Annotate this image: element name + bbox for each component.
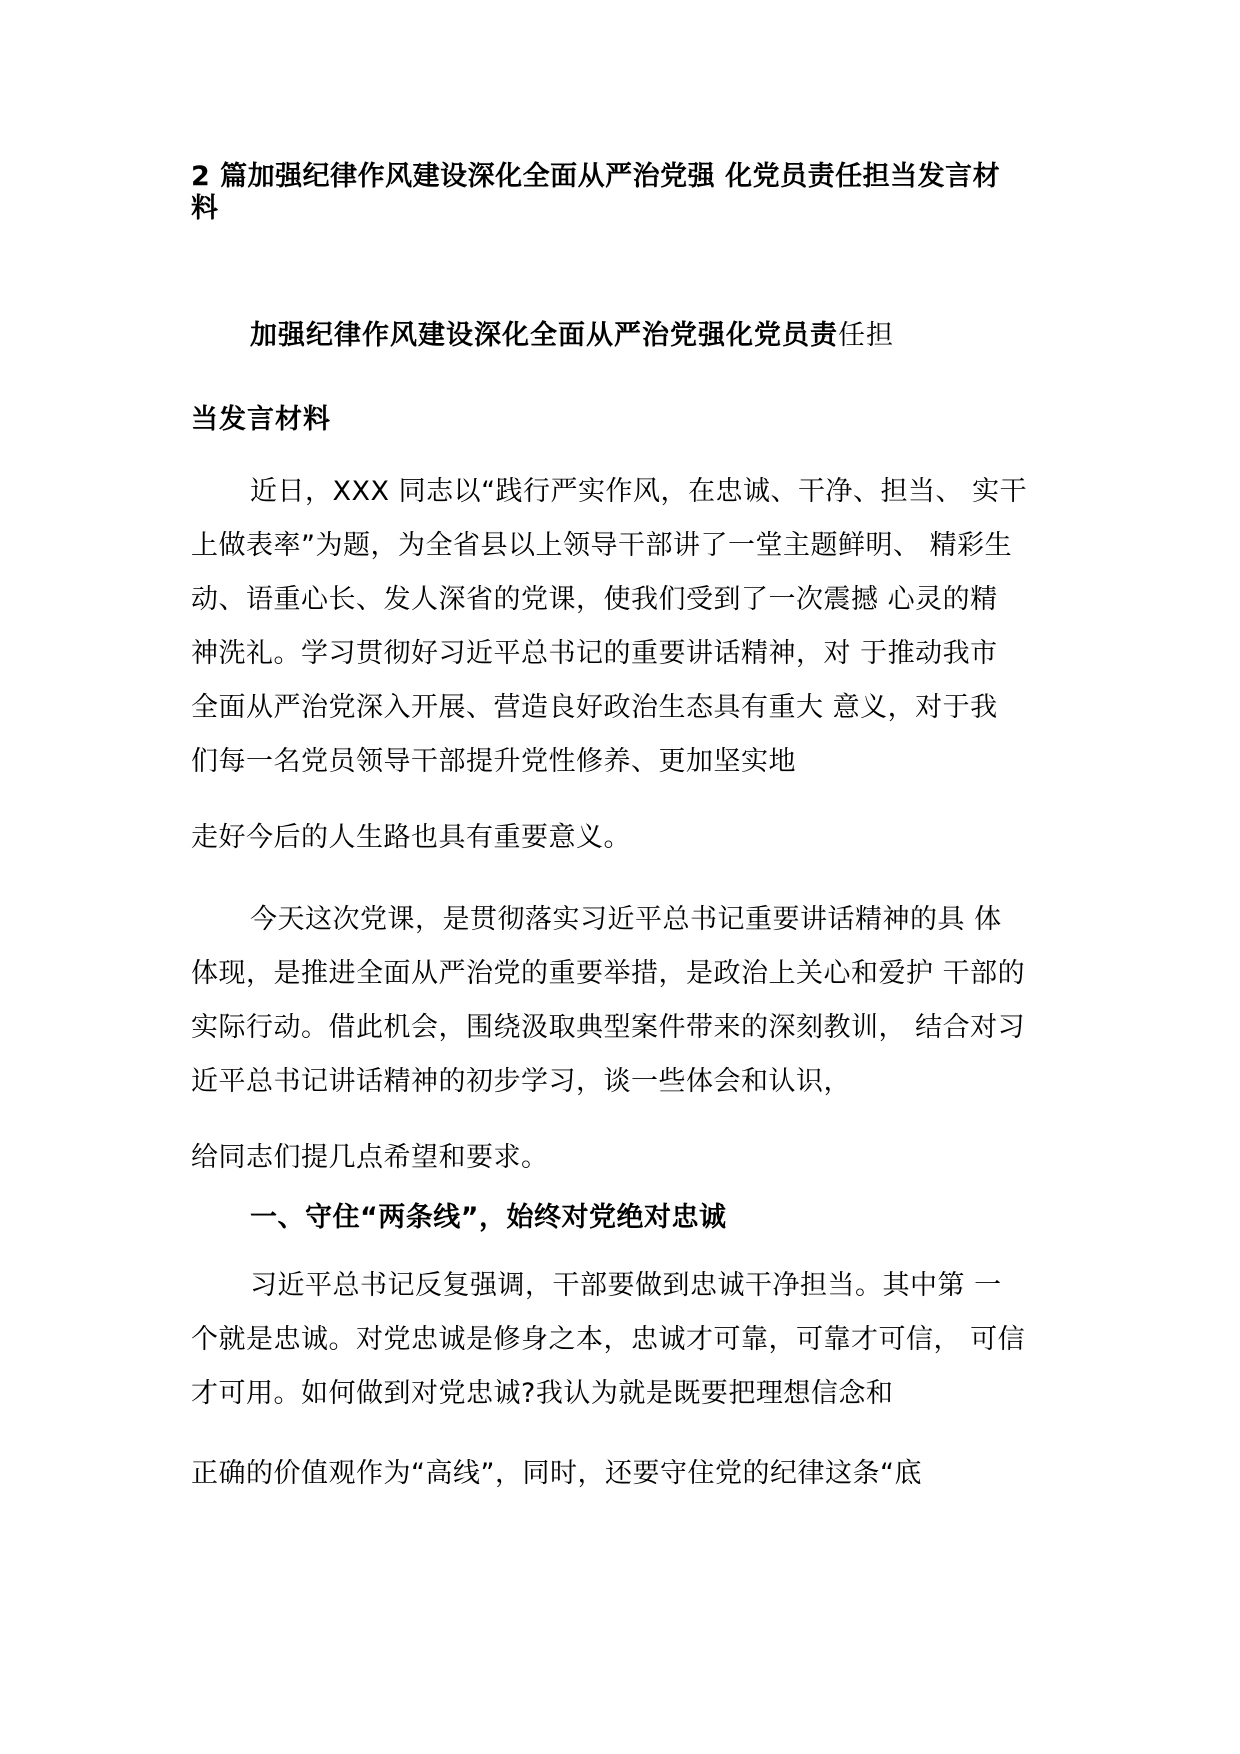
paragraph-line: 们每一名党员领导干部提升党性修养、更加坚实地 — [191, 746, 796, 777]
paragraph-line: 才可用。如何做到对党忠诚?我认为就是既要把理想信念和 — [191, 1378, 894, 1409]
speech-title — [250, 318, 894, 354]
paragraph-line: 近日，XXX 同志以“践行严实作风，在忠诚、干净、担当、 实干 — [250, 476, 1028, 507]
paragraph-line: 全面从严治党深入开展、营造良好政治生态具有重大 意义，对于我 — [191, 692, 998, 723]
document-title-line: 料 — [191, 193, 219, 224]
paragraph-line: 走好今后的人生路也具有重要意义。 — [191, 822, 631, 853]
paragraph-line: 体现，是推进全面从严治党的重要举措，是政治上关心和爱护 干部的 — [191, 958, 1026, 989]
paragraph-line: 动、语重心长、发人深省的党课，使我们受到了一次震撼 心灵的精 — [191, 584, 998, 615]
paragraph-line: 神洗礼。学习贯彻好习近平总书记的重要讲话精神，对 于推动我市 — [191, 638, 998, 669]
paragraph-line: 今天这次党课，是贯彻落实习近平总书记重要讲话精神的具 体 — [250, 904, 1002, 935]
paragraph-line: 上做表率”为题，为全省县以上领导干部讲了一堂主题鲜明、 精彩生 — [191, 530, 1013, 561]
paragraph-line: 正确的价值观作为“高线”，同时，还要守住党的纪律这条“底 — [191, 1458, 922, 1489]
paragraph-line: 给同志们提几点希望和要求。 — [191, 1142, 549, 1173]
paragraph-line: 实际行动。借此机会，围绕汲取典型案件带来的深刻教训， 结合对习 — [191, 1012, 1026, 1043]
document-title — [191, 161, 1051, 225]
document-title-line: 2 篇加强纪律作风建设深化全面从严治党强 化党员责任担当发言材 — [191, 161, 1001, 192]
paragraph-line: 近平总书记讲话精神的初步学习，谈一些体会和认识， — [191, 1066, 851, 1097]
speech-title-light: 任担 — [838, 320, 894, 351]
section-heading: 一、守住“两条线”，始终对党绝对忠诚 — [250, 1202, 727, 1233]
speech-title-bold: 加强纪律作风建设深化全面从严治党强化党员责 — [250, 320, 838, 351]
paragraph-line: 个就是忠诚。对党忠诚是修身之本，忠诚才可靠，可靠才可信， 可信 — [191, 1324, 1026, 1355]
paragraph-line: 习近平总书记反复强调，干部要做到忠诚干净担当。其中第 一 — [250, 1270, 1002, 1301]
speech-title-continued: 当发言材料 — [191, 404, 331, 435]
